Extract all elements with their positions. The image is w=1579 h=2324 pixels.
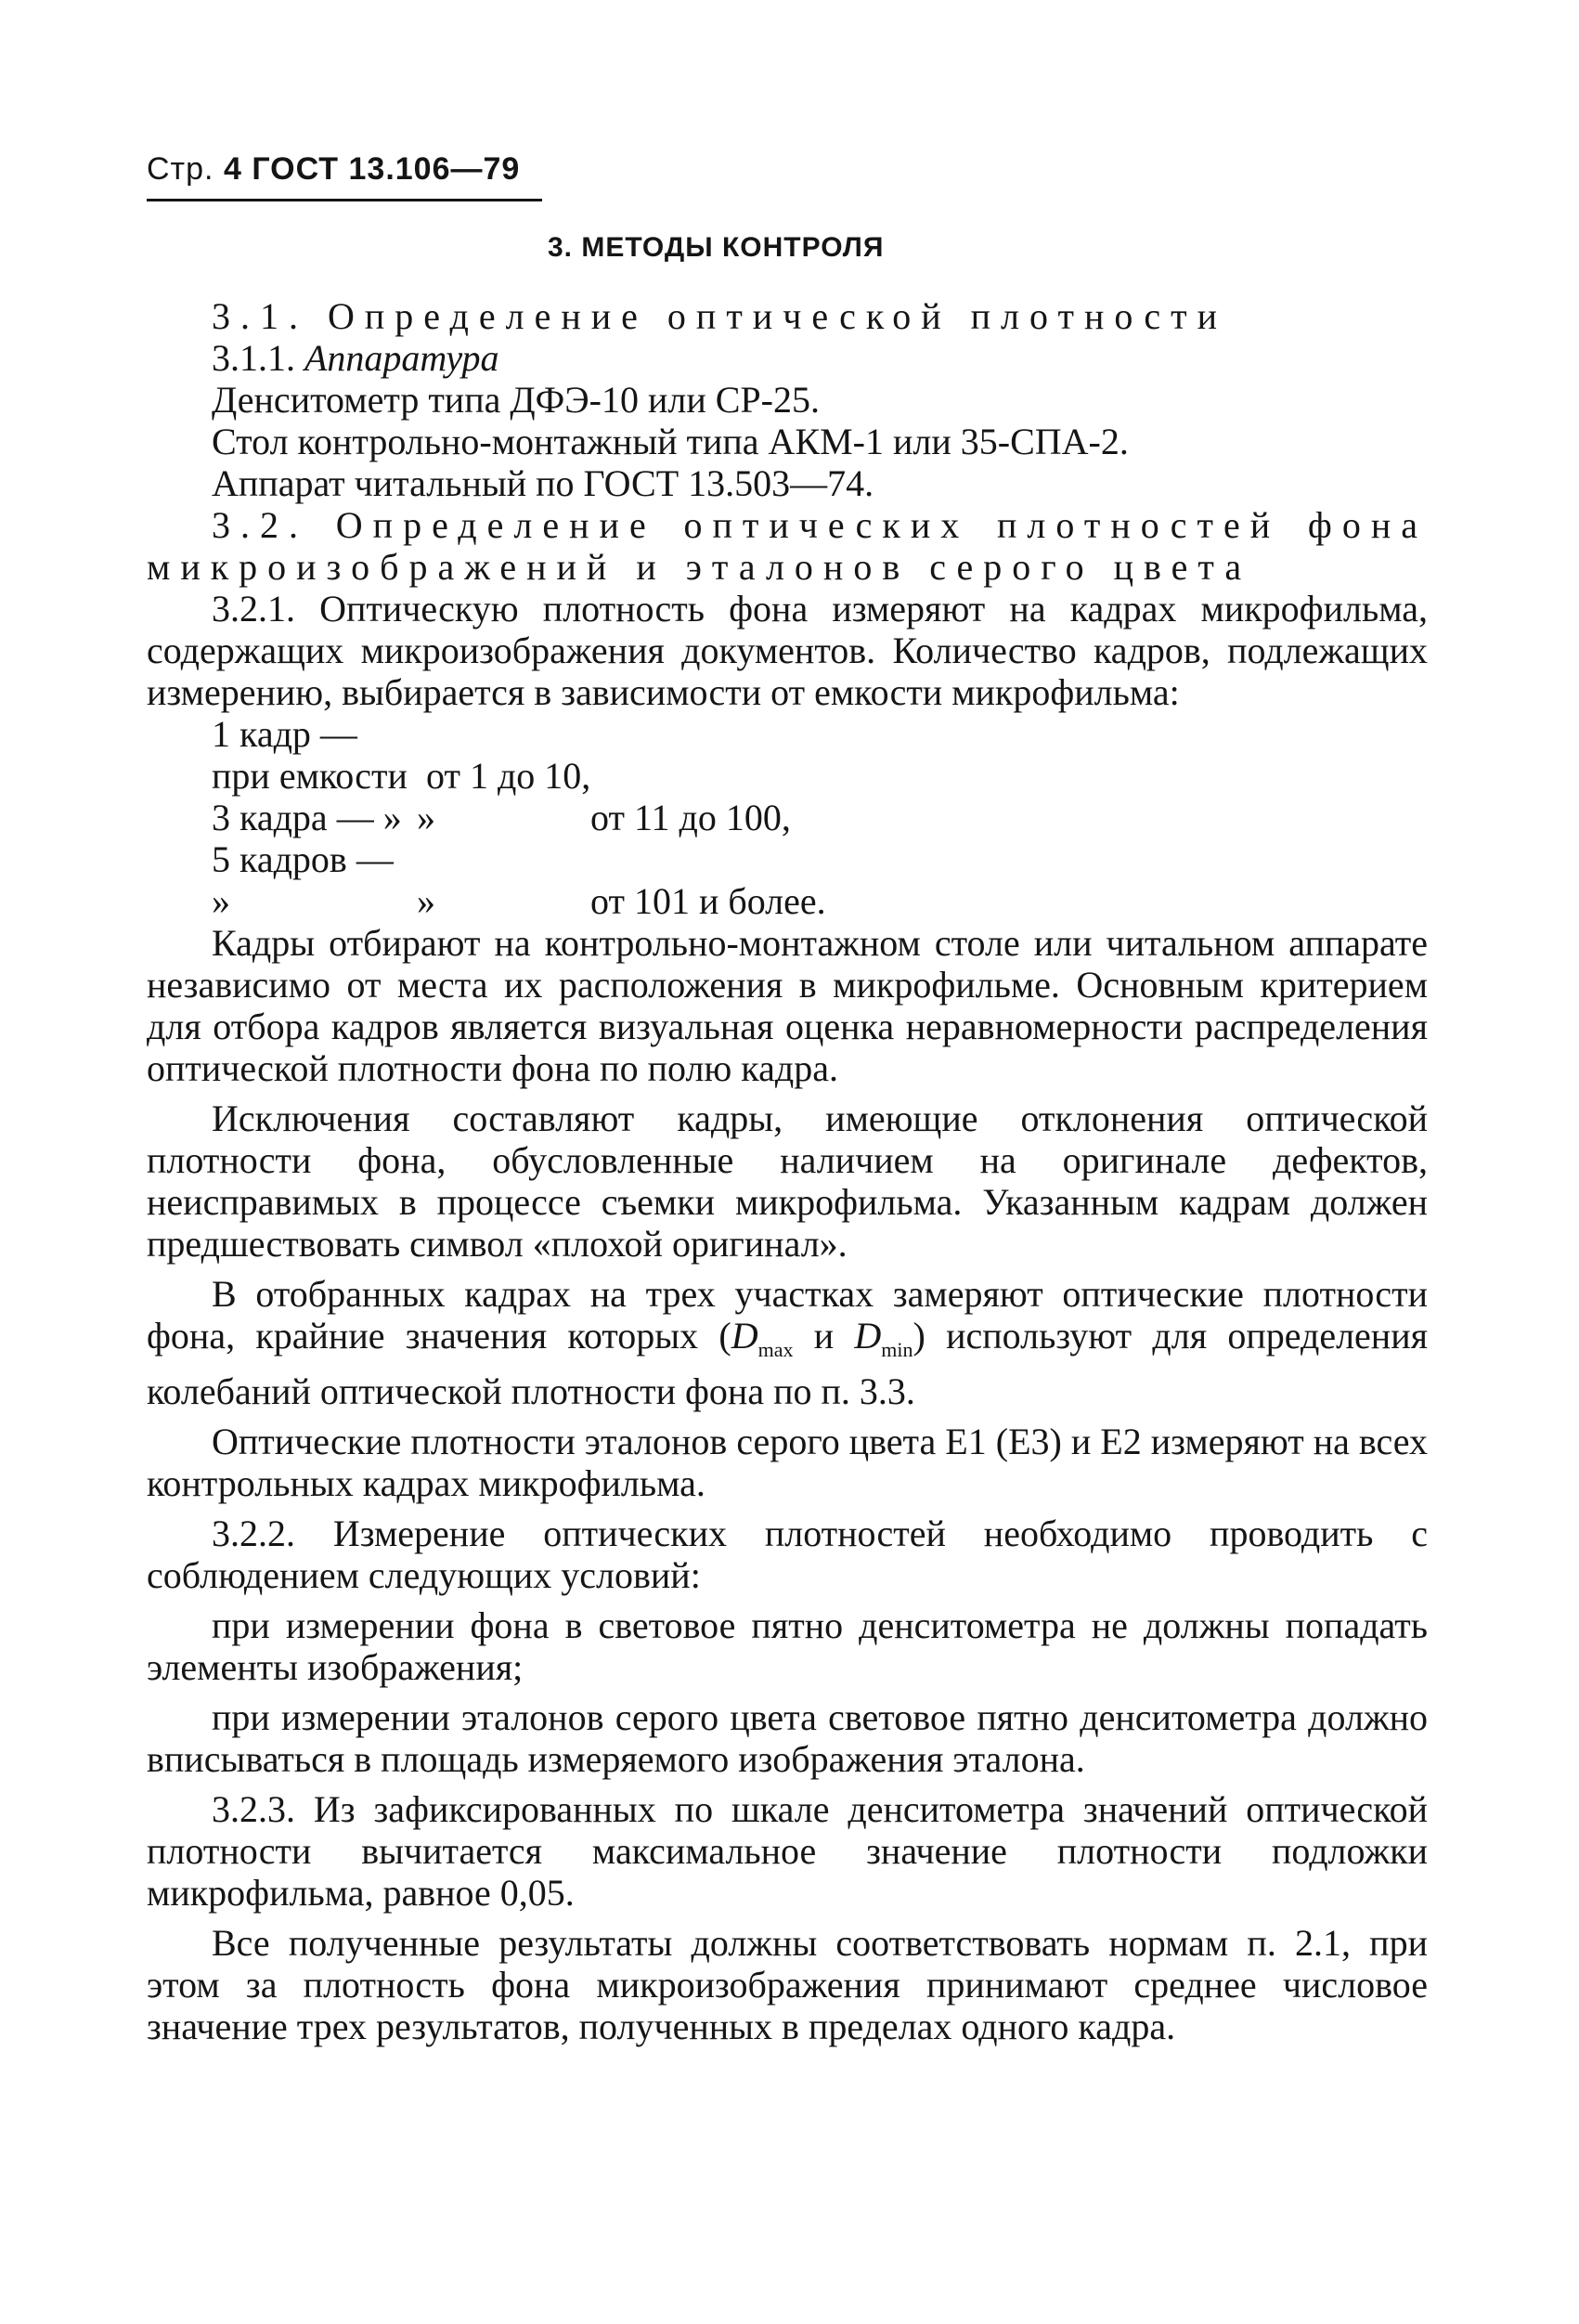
clause-3-2-1: 3.2.1. Оптическую плотность фона измеряют на кадрах микрофильма, содержащих микроизображения документов. Количество кадров, подлежащих измерению, выбирается в зависимости от емкости микрофильма: — [147, 588, 1428, 713]
clause-3-2-2: 3.2.2. Измерение оптических плотностей необходимо проводить с соблюдением следующих условий: — [147, 1513, 1428, 1596]
d-max-subscript: max — [757, 1338, 794, 1361]
paragraph-gray-standards: Оптические плотности эталонов серого цвета Е1 (Е3) и Е2 измеряют на всех контрольных кадрах микрофильма. — [147, 1421, 1428, 1504]
conjunction: и — [793, 1315, 855, 1357]
clause-3-1-1-heading — [147, 337, 1428, 379]
clause-title: Аппаратура — [304, 337, 499, 379]
clause-number: 3.1.1. — [212, 337, 295, 379]
d-min-subscript: min — [881, 1338, 913, 1361]
paragraph-exceptions: Исключения составляют кадры, имеющие отклонения оптической плотности фона, обусловленные наличием на оригинале дефектов, неисправимых в процессе съемки микрофильма. Указанным кадрам должен предшествовать символ «плохой оригинал». — [147, 1097, 1428, 1265]
ditto-mark: » — [417, 880, 435, 922]
d-min-symbol: D — [854, 1315, 882, 1357]
measurement-text-end: ) используют для определения колебаний оптической плотности фона по п. 3.3. — [147, 1315, 1428, 1412]
clause-3-2-heading: 3.2. Определение оптических плотностей фона микроизображений и эталонов серого цвета — [147, 504, 1428, 588]
condition-item: при измерении фона в световое пятно денситометра не должны попадать элементы изображения; — [147, 1604, 1428, 1688]
frames-list — [147, 713, 1428, 922]
page-number: 4 — [223, 151, 242, 187]
header-rule — [147, 199, 542, 201]
equipment-item: Стол контрольно-монтажный типа АКМ-1 или 35-СПА-2. — [212, 421, 1129, 462]
page-prefix: Стр. — [147, 151, 214, 187]
page-header — [147, 151, 520, 188]
frame-range: от 1 до 10, — [426, 755, 591, 797]
list-item — [212, 713, 1428, 797]
clause-3-1-heading: 3.1. Определение оптической плотности — [212, 295, 1227, 337]
paragraph-frame-selection: Кадры отбирают на контрольно-монтажном столе или читальном аппарате независимо от места их расположения в микрофильме. Основным критерием для отбора кадров является визуальная оценка неравномерности распределения оптической плотности фона по полю кадра. — [147, 922, 1428, 1089]
document-body — [147, 295, 1428, 2047]
list-item — [212, 797, 1428, 838]
section-title: 3. МЕТОДЫ КОНТРОЛЯ — [548, 232, 885, 263]
frame-range: от 101 и более. — [590, 880, 826, 922]
clause-3-2-3: 3.2.3. Из зафиксированных по шкале денситометра значений оптической плотности вычитается максимальное значение плотности подложки микрофильма, равное 0,05. — [147, 1788, 1428, 1914]
frame-count: 1 кадр — при емкости — [212, 713, 408, 797]
list-item — [212, 838, 1428, 922]
frame-count: 5 кадров — » — [212, 838, 394, 922]
condition-item: при измерении эталонов серого цвета световое пятно денситометра должно вписываться в площадь измеряемого изображения эталона. — [147, 1696, 1428, 1780]
measurement-text: В отобранных кадрах на трех участках замеряют оптические плотности фона, крайние значения которых ( — [147, 1273, 1428, 1357]
paragraph-measurement — [147, 1273, 1428, 1412]
ditto-mark: » — [417, 797, 435, 838]
frame-count: 3 кадра — » — [212, 797, 402, 838]
equipment-item: Аппарат читальный по ГОСТ 13.503—74. — [212, 462, 874, 504]
document-code: ГОСТ 13.106—79 — [252, 151, 521, 187]
paragraph-results: Все полученные результаты должны соответствовать нормам п. 2.1, при этом за плотность фона микроизображения принимают среднее числовое значение трех результатов, полученных в пределах одного кадра. — [147, 1922, 1428, 2047]
d-max-symbol: D — [731, 1315, 758, 1357]
frame-range: от 11 до 100, — [590, 797, 791, 838]
equipment-item: Денситометр типа ДФЭ-10 или СР-25. — [212, 379, 820, 421]
